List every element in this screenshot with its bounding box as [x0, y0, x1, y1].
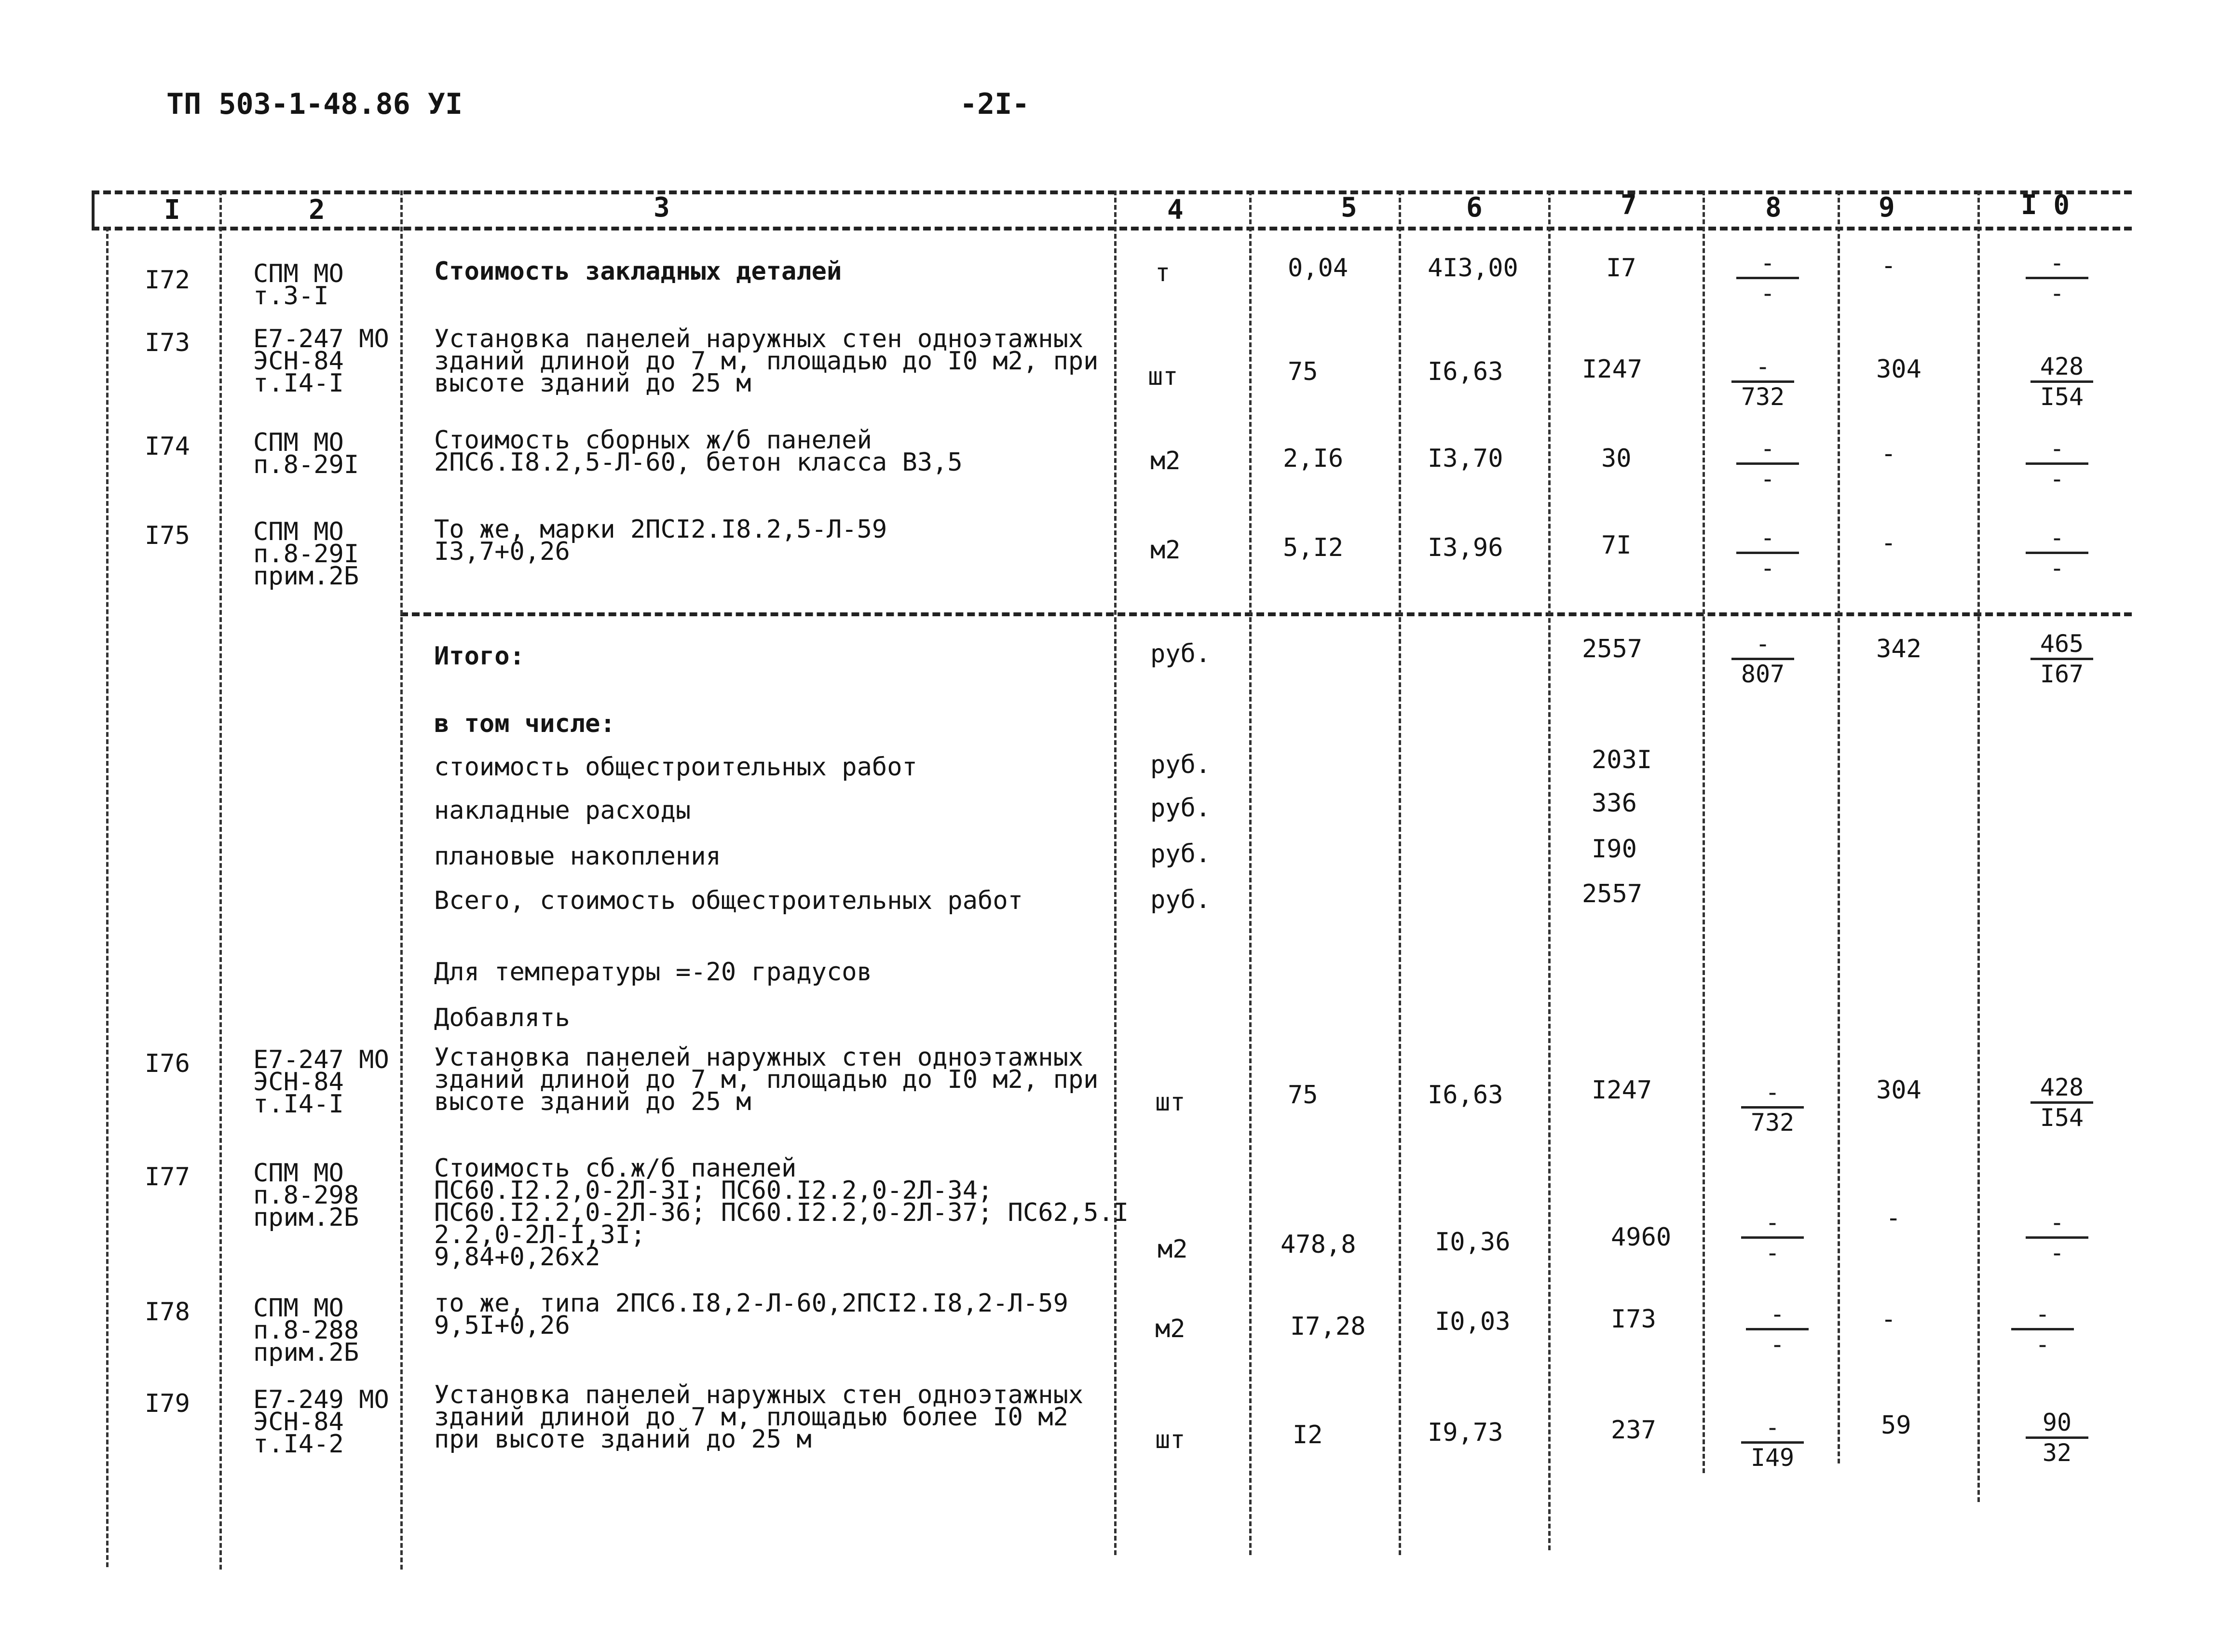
col-header-2: 2	[309, 194, 325, 226]
col8-fraction	[1731, 354, 1794, 409]
col-divider-7	[1703, 190, 1705, 1473]
col10-fraction	[2026, 1210, 2088, 1265]
col8-denominator: 807	[1741, 660, 1785, 688]
item-description: Стоимость сборных ж/б панелей 2ПС6.I8.2,5-Л-60, бетон класса В3,5	[434, 426, 963, 477]
unit: т	[1155, 258, 1171, 287]
col-divider-1	[219, 190, 222, 1570]
col10-fraction	[2030, 354, 2093, 409]
col10-numerator: -	[2049, 249, 2065, 277]
quantity: 75	[1288, 1081, 1318, 1110]
col-header-6: 6	[1466, 192, 1483, 223]
cost-line-label: плановые накопления	[434, 842, 721, 871]
col10-numerator: 428	[2040, 1073, 2084, 1101]
col8-numerator: -	[1765, 1208, 1780, 1236]
row-number: I78	[145, 1298, 190, 1327]
col9-value: -	[1881, 439, 1896, 468]
col9-value: -	[1886, 1204, 1901, 1232]
col8-denominator: -	[1760, 279, 1775, 307]
col-divider-8	[1838, 190, 1840, 1463]
item-description: Установка панелей наружных стен одноэтажных зданий длиной до 7 м, площадью более I0 м2 при высоте зданий до 25 м	[434, 1381, 1084, 1454]
row-number: I77	[145, 1163, 190, 1192]
cost-line-label: Всего, стоимость общестроительных работ	[434, 886, 1023, 915]
row-number: I74	[145, 432, 190, 461]
col8-fraction	[1736, 436, 1799, 491]
col-divider-5	[1399, 190, 1401, 1555]
total-cost: I73	[1611, 1305, 1656, 1334]
col-header-4: 4	[1167, 194, 1184, 226]
unit: шт	[1155, 1425, 1185, 1454]
unit-price: I0,03	[1435, 1307, 1511, 1336]
norm-reference: СПМ МО п.8-29I	[253, 428, 359, 479]
total-cost: 237	[1611, 1416, 1656, 1445]
col10-numerator: 465	[2040, 630, 2084, 658]
col10-denominator: -	[2049, 554, 2065, 582]
col-header-8: 8	[1765, 192, 1782, 223]
col-header-10: I 0	[2021, 190, 2070, 221]
section-title: Для температуры =-20 градусов	[434, 958, 872, 987]
total-cost: 7I	[1601, 531, 1632, 560]
col10-numerator: 90	[2042, 1408, 2072, 1436]
row-number: I72	[145, 266, 190, 295]
subtotal-col8-fraction	[1731, 632, 1794, 686]
left-border	[92, 190, 95, 229]
col-divider-4	[1249, 190, 1252, 1555]
page-number: -2I-	[960, 87, 1030, 121]
total-cost: 4960	[1611, 1223, 1672, 1252]
col-header-3: 3	[654, 192, 670, 223]
col8-fraction	[1741, 1080, 1804, 1135]
row-number: I75	[145, 521, 190, 550]
norm-reference: Е7-249 МО ЭСН-84 т.I4-2	[253, 1385, 389, 1459]
col10-fraction	[2026, 436, 2088, 491]
cost-line-label: накладные расходы	[434, 796, 691, 825]
row-number: I76	[145, 1049, 190, 1078]
cost-line-value: 336	[1592, 789, 1637, 818]
document-code: ТП 503-1-48.86 УI	[166, 87, 463, 121]
total-cost: I7	[1606, 254, 1636, 283]
col8-fraction	[1741, 1415, 1804, 1470]
quantity: I2	[1293, 1421, 1323, 1449]
item-description: Стоимость сб.ж/б панелей ПС60.I2.2,0-2Л-3I; ПС60.I2.2,0-2Л-34; ПС60.I2.2,0-2Л-36; ПС60.I2.2,0-2Л-37; ПС62,5.I 2.2,0-2Л-I,3I; 9,84+0,26х2	[434, 1154, 1129, 1272]
col-divider-3	[1114, 190, 1117, 1555]
cost-line-value: 203I	[1592, 745, 1652, 774]
item-description: Установка панелей наружных стен одноэтажных зданий длиной до 7 м, площадью до I0 м2, при высоте зданий до 25 м	[434, 325, 1099, 398]
col8-numerator: -	[1760, 249, 1775, 277]
col8-denominator: 732	[1750, 1109, 1795, 1137]
unit-price: I0,36	[1435, 1228, 1511, 1257]
col9-value: -	[1881, 251, 1896, 280]
col8-denominator: 732	[1741, 383, 1785, 411]
unit-price: I6,63	[1428, 1081, 1503, 1110]
col9-value: 304	[1876, 1076, 1921, 1105]
col8-denominator: -	[1760, 554, 1775, 582]
col10-denominator: -	[2049, 279, 2065, 307]
col-header-1: I	[164, 194, 180, 226]
col9-value: 304	[1876, 355, 1921, 384]
cost-line-value: 2557	[1582, 880, 1643, 908]
unit: м2	[1150, 447, 1181, 475]
col8-numerator: -	[1760, 434, 1775, 462]
col8-numerator: -	[1770, 1300, 1785, 1328]
row-number: I73	[145, 328, 190, 357]
quantity: 2,I6	[1283, 444, 1344, 473]
col10-numerator: 428	[2040, 352, 2084, 380]
col10-denominator: I54	[2040, 383, 2084, 411]
col10-fraction	[2026, 251, 2088, 305]
col10-numerator: -	[2049, 1208, 2065, 1236]
total-cost: I247	[1582, 355, 1643, 384]
col10-denominator: 32	[2042, 1439, 2072, 1467]
cost-line-unit: руб.	[1150, 885, 1211, 914]
norm-reference: СПМ МО т.3-I	[253, 259, 344, 311]
col9-value: 59	[1881, 1411, 1911, 1440]
norm-reference: Е7-247 МО ЭСН-84 т.I4-I	[253, 325, 389, 398]
unit: м2	[1150, 536, 1181, 565]
col10-fraction	[2011, 1302, 2074, 1356]
unit: шт	[1148, 362, 1178, 391]
col10-numerator: -	[2049, 524, 2065, 552]
norm-reference: СПМ МО п.8-288 прим.2Б	[253, 1294, 359, 1367]
item-description: Установка панелей наружных стен одноэтажных зданий длиной до 7 м, площадью до I0 м2, при высоте зданий до 25 м	[434, 1043, 1099, 1116]
col-divider-left	[106, 227, 109, 1567]
subtotal-unit: руб.	[1150, 639, 1211, 668]
norm-reference: Е7-247 МО ЭСН-84 т.I4-I	[253, 1045, 389, 1119]
col-divider-6	[1548, 190, 1551, 1550]
unit: м2	[1158, 1235, 1188, 1264]
col8-denominator: -	[1765, 1239, 1780, 1267]
col8-numerator: -	[1760, 524, 1775, 552]
col8-denominator: I49	[1750, 1444, 1795, 1472]
subtotal-rule	[400, 612, 2132, 616]
col9-value: -	[1881, 528, 1896, 557]
col10-denominator: I54	[2040, 1104, 2084, 1132]
col10-fraction	[2026, 1410, 2088, 1465]
unit-price: I9,73	[1428, 1418, 1503, 1447]
cost-line-unit: руб.	[1150, 794, 1211, 823]
col-divider-2	[400, 190, 403, 1570]
subtotal-col10-fraction	[2030, 632, 2093, 686]
table-top-rule	[92, 190, 2132, 194]
col10-fraction	[2026, 526, 2088, 580]
cost-line-unit: руб.	[1150, 840, 1211, 868]
cost-line-unit: руб.	[1150, 750, 1211, 779]
col8-numerator: -	[1755, 352, 1771, 380]
col10-denominator: -	[2035, 1330, 2050, 1358]
subtotal-col9: 342	[1876, 635, 1921, 664]
item-description: Стоимость закладных деталей	[434, 257, 842, 286]
col-header-7: 7	[1621, 190, 1637, 221]
total-cost: I247	[1592, 1076, 1652, 1105]
col-divider-9	[1977, 190, 1980, 1502]
unit-price: I6,63	[1428, 357, 1503, 386]
total-cost: 30	[1601, 444, 1632, 473]
unit: шт	[1155, 1088, 1185, 1117]
col9-value: -	[1881, 1305, 1896, 1334]
col8-fraction	[1746, 1302, 1809, 1356]
quantity: I7,28	[1290, 1312, 1366, 1341]
item-description: то же, типа 2ПС6.I8,2-Л-60,2ПСI2.I8,2-Л-59 9,5I+0,26	[434, 1289, 1068, 1340]
including-label: в том числе:	[434, 709, 615, 738]
subtotal-total: 2557	[1582, 635, 1643, 664]
col8-denominator: -	[1760, 465, 1775, 493]
col8-denominator: -	[1770, 1330, 1785, 1358]
col10-numerator: -	[2035, 1300, 2050, 1328]
quantity: 5,I2	[1283, 533, 1344, 562]
col10-fraction	[2030, 1075, 2093, 1130]
section-subtitle: Добавлять	[434, 1003, 570, 1032]
quantity: 75	[1288, 357, 1318, 386]
item-description: То же, марки 2ПСI2.I8.2,5-Л-59 I3,7+0,26	[434, 515, 887, 566]
col8-fraction	[1736, 526, 1799, 580]
norm-reference: СПМ МО п.8-298 прим.2Б	[253, 1159, 359, 1232]
header-bottom-rule	[92, 227, 2132, 230]
quantity: 0,04	[1288, 254, 1349, 283]
col8-numerator: -	[1765, 1413, 1780, 1441]
col8-fraction	[1736, 251, 1799, 305]
unit: м2	[1155, 1314, 1185, 1343]
unit-price: I3,70	[1428, 444, 1503, 473]
col10-denominator: I67	[2040, 660, 2084, 688]
col-header-5: 5	[1341, 192, 1357, 223]
norm-reference: СПМ МО п.8-29I прим.2Б	[253, 517, 359, 591]
col8-numerator: -	[1755, 630, 1771, 658]
col8-numerator: -	[1765, 1078, 1780, 1106]
col10-numerator: -	[2049, 434, 2065, 462]
cost-line-value: I90	[1592, 835, 1637, 864]
unit-price: 4I3,00	[1428, 254, 1518, 283]
subtotal-label: Итого:	[434, 642, 525, 671]
row-number: I79	[145, 1389, 190, 1418]
cost-line-label: стоимость общестроительных работ	[434, 753, 917, 782]
col10-denominator: -	[2049, 1239, 2065, 1267]
col8-fraction	[1741, 1210, 1804, 1265]
quantity: 478,8	[1281, 1230, 1356, 1259]
col10-denominator: -	[2049, 465, 2065, 493]
unit-price: I3,96	[1428, 533, 1503, 562]
col-header-9: 9	[1879, 192, 1895, 223]
